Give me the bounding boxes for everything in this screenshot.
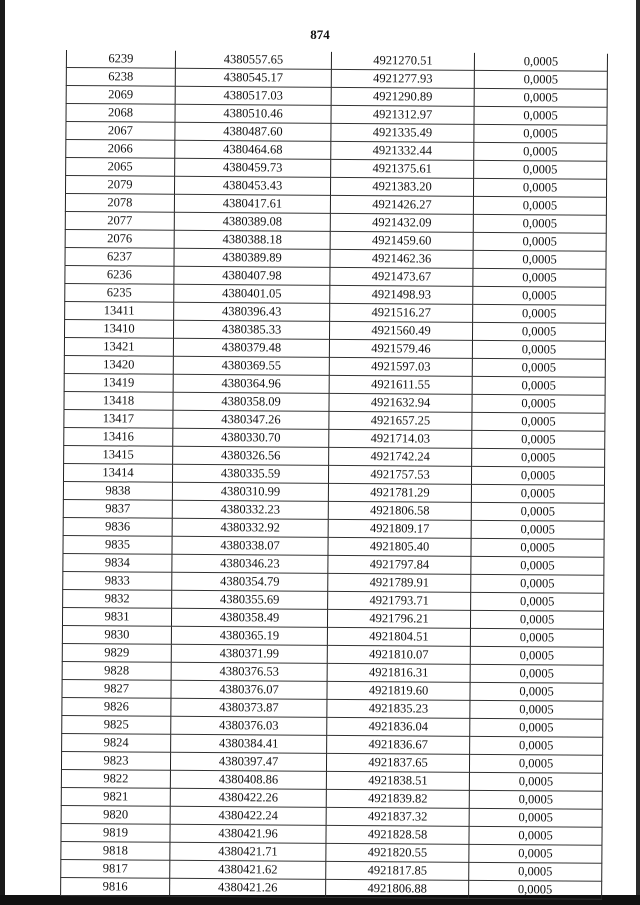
y-coordinate-cell: 4921837.65 [326, 753, 469, 772]
point-id-cell: 13411 [65, 301, 174, 320]
point-id-cell: 9822 [61, 769, 170, 788]
coordinates-table-container [60, 50, 608, 897]
x-coordinate-cell: 4380358.49 [171, 608, 327, 627]
y-coordinate-cell: 4921375.61 [331, 159, 474, 178]
tolerance-cell: 0,0005 [471, 592, 604, 611]
point-id-cell: 13419 [64, 373, 173, 392]
tolerance-cell: 0,0005 [471, 574, 604, 593]
tolerance-cell: 0,0005 [473, 304, 606, 323]
y-coordinate-cell: 4921810.07 [327, 645, 470, 664]
point-id-cell: 6237 [65, 247, 174, 266]
point-id-cell: 2066 [66, 140, 175, 159]
tolerance-cell: 0,0005 [470, 718, 603, 737]
x-coordinate-cell: 4380364.96 [173, 374, 329, 393]
tolerance-cell: 0,0005 [469, 862, 602, 881]
tolerance-cell: 0,0005 [474, 142, 607, 161]
point-id-cell: 9832 [63, 589, 172, 608]
y-coordinate-cell: 4921797.84 [328, 555, 471, 574]
y-coordinate-cell: 4921809.17 [328, 519, 471, 538]
point-id-cell: 13420 [64, 355, 173, 374]
tolerance-cell: 0,0005 [473, 178, 606, 197]
tolerance-cell: 0,0005 [473, 286, 606, 305]
point-id-cell: 6236 [65, 265, 174, 284]
y-coordinate-cell: 4921837.32 [326, 807, 469, 826]
point-id-cell: 9835 [63, 535, 172, 554]
point-id-cell: 9834 [63, 553, 172, 572]
tolerance-cell: 0,0005 [470, 682, 603, 701]
x-coordinate-cell: 4380379.48 [173, 338, 329, 357]
table-row [61, 877, 602, 899]
coordinates-table [60, 50, 608, 900]
tolerance-cell: 0,0005 [470, 736, 603, 755]
point-id-cell: 6235 [65, 283, 174, 302]
y-coordinate-cell: 4921597.03 [329, 357, 472, 376]
point-id-cell: 9821 [61, 787, 170, 806]
x-coordinate-cell: 4380373.87 [171, 698, 327, 717]
tolerance-cell: 0,0005 [469, 844, 602, 863]
tolerance-cell: 0,0005 [469, 790, 602, 809]
point-id-cell: 9818 [61, 841, 170, 860]
point-id-cell: 2065 [66, 158, 175, 177]
tolerance-cell: 0,0005 [474, 88, 607, 107]
x-coordinate-cell: 4380464.68 [175, 140, 331, 159]
x-coordinate-cell: 4380421.71 [170, 842, 326, 861]
x-coordinate-cell: 4380389.08 [174, 212, 330, 231]
tolerance-cell: 0,0005 [471, 538, 604, 557]
point-id-cell: 13418 [64, 391, 173, 410]
x-coordinate-cell: 4380421.96 [170, 824, 326, 843]
y-coordinate-cell: 4921806.58 [328, 501, 471, 520]
x-coordinate-cell: 4380453.43 [174, 176, 330, 195]
tolerance-cell: 0,0005 [470, 664, 603, 683]
point-id-cell: 2069 [66, 86, 175, 105]
x-coordinate-cell: 4380422.24 [170, 806, 326, 825]
y-coordinate-cell: 4921820.55 [326, 843, 469, 862]
x-coordinate-cell: 4380376.53 [171, 662, 327, 681]
tolerance-cell: 0,0005 [472, 376, 605, 395]
tolerance-cell: 0,0005 [473, 232, 606, 251]
x-coordinate-cell: 4380332.23 [172, 500, 328, 519]
x-coordinate-cell: 4380376.07 [171, 680, 327, 699]
y-coordinate-cell: 4921817.85 [326, 861, 469, 880]
y-coordinate-cell: 4921426.27 [330, 195, 473, 214]
y-coordinate-cell: 4921270.51 [331, 52, 474, 70]
y-coordinate-cell: 4921757.53 [328, 465, 471, 484]
x-coordinate-cell: 4380384.41 [171, 734, 327, 753]
point-id-cell: 2077 [65, 211, 174, 230]
tolerance-cell: 0,0005 [473, 196, 606, 215]
point-id-cell: 2068 [66, 104, 175, 123]
y-coordinate-cell: 4921383.20 [330, 177, 473, 196]
x-coordinate-cell: 4380332.92 [172, 518, 328, 537]
x-coordinate-cell: 4380326.56 [173, 446, 329, 465]
y-coordinate-cell: 4921816.31 [327, 663, 470, 682]
point-id-cell: 9831 [62, 607, 171, 626]
x-coordinate-cell: 4380365.19 [171, 626, 327, 645]
y-coordinate-cell: 4921560.49 [329, 321, 472, 340]
x-coordinate-cell: 4380417.61 [174, 194, 330, 213]
point-id-cell: 9817 [61, 859, 170, 878]
point-id-cell: 13417 [64, 409, 173, 428]
tolerance-cell: 0,0005 [474, 53, 607, 71]
y-coordinate-cell: 4921742.24 [329, 447, 472, 466]
tolerance-cell: 0,0005 [470, 646, 603, 665]
point-id-cell: 9830 [62, 625, 171, 644]
x-coordinate-cell: 4380421.26 [170, 878, 326, 897]
y-coordinate-cell: 4921632.94 [329, 393, 472, 412]
tolerance-cell: 0,0005 [473, 250, 606, 269]
point-id-cell: 9825 [62, 715, 171, 734]
x-coordinate-cell: 4380335.59 [172, 464, 328, 483]
y-coordinate-cell: 4921781.29 [328, 483, 471, 502]
y-coordinate-cell: 4921432.09 [330, 213, 473, 232]
point-id-cell: 13410 [64, 319, 173, 338]
y-coordinate-cell: 4921459.60 [330, 231, 473, 250]
point-id-cell: 9828 [62, 661, 171, 680]
y-coordinate-cell: 4921835.23 [327, 699, 470, 718]
tolerance-cell: 0,0005 [472, 430, 605, 449]
tolerance-cell: 0,0005 [473, 214, 606, 233]
x-coordinate-cell: 4380310.99 [172, 482, 328, 501]
x-coordinate-cell: 4380459.73 [175, 158, 331, 177]
x-coordinate-cell: 4380385.33 [173, 320, 329, 339]
x-coordinate-cell: 4380355.69 [172, 590, 328, 609]
x-coordinate-cell: 4380338.07 [172, 536, 328, 555]
x-coordinate-cell: 4380408.86 [170, 770, 326, 789]
point-id-cell: 9823 [61, 751, 170, 770]
tolerance-cell: 0,0005 [472, 412, 605, 431]
tolerance-cell: 0,0005 [471, 484, 604, 503]
tolerance-cell: 0,0005 [471, 502, 604, 521]
tolerance-cell: 0,0005 [474, 124, 607, 143]
x-coordinate-cell: 4380517.03 [175, 86, 331, 105]
point-id-cell: 6238 [66, 68, 175, 87]
point-id-cell: 9820 [61, 805, 170, 824]
x-coordinate-cell: 4380421.62 [170, 860, 326, 879]
y-coordinate-cell: 4921290.89 [331, 87, 474, 106]
y-coordinate-cell: 4921473.67 [330, 267, 473, 286]
tolerance-cell: 0,0005 [469, 808, 602, 827]
y-coordinate-cell: 4921836.04 [327, 717, 470, 736]
y-coordinate-cell: 4921805.40 [328, 537, 471, 556]
point-id-cell: 2067 [66, 122, 175, 141]
point-id-cell: 9833 [63, 571, 172, 590]
y-coordinate-cell: 4921335.49 [331, 123, 474, 142]
y-coordinate-cell: 4921819.60 [327, 681, 470, 700]
point-id-cell: 9816 [61, 877, 170, 896]
tolerance-cell: 0,0005 [472, 448, 605, 467]
point-id-cell: 13421 [64, 337, 173, 356]
scan-border-right [636, 0, 640, 905]
point-id-cell: 13414 [63, 463, 172, 482]
x-coordinate-cell: 4380347.26 [173, 410, 329, 429]
tolerance-cell: 0,0005 [470, 628, 603, 647]
point-id-cell: 9837 [63, 499, 172, 518]
y-coordinate-cell: 4921462.36 [330, 249, 473, 268]
y-coordinate-cell: 4921793.71 [328, 591, 471, 610]
tolerance-cell: 0,0005 [473, 268, 606, 287]
x-coordinate-cell: 4380401.05 [174, 284, 330, 303]
point-id-cell: 2078 [65, 194, 174, 213]
x-coordinate-cell: 4380346.23 [172, 554, 328, 573]
tolerance-cell: 0,0005 [471, 466, 604, 485]
x-coordinate-cell: 4380487.60 [175, 122, 331, 141]
point-id-cell: 9827 [62, 679, 171, 698]
tolerance-cell: 0,0005 [474, 160, 607, 179]
y-coordinate-cell: 4921516.27 [330, 303, 473, 322]
y-coordinate-cell: 4921804.51 [327, 627, 470, 646]
tolerance-cell: 0,0005 [474, 70, 607, 89]
point-id-cell: 9838 [63, 481, 172, 500]
x-coordinate-cell: 4380388.18 [174, 230, 330, 249]
x-coordinate-cell: 4380358.09 [173, 392, 329, 411]
x-coordinate-cell: 4380557.65 [175, 51, 331, 70]
x-coordinate-cell: 4380396.43 [174, 302, 330, 321]
y-coordinate-cell: 4921332.44 [331, 141, 474, 160]
page-number: 874 [310, 27, 330, 42]
point-id-cell: 9819 [61, 823, 170, 842]
point-id-cell: 13415 [64, 445, 173, 464]
point-id-cell: 9829 [62, 643, 171, 662]
y-coordinate-cell: 4921657.25 [329, 411, 472, 430]
point-id-cell: 13416 [64, 427, 173, 446]
y-coordinate-cell: 4921312.97 [331, 105, 474, 124]
x-coordinate-cell: 4380330.70 [173, 428, 329, 447]
y-coordinate-cell: 4921789.91 [328, 573, 471, 592]
x-coordinate-cell: 4380369.55 [173, 356, 329, 375]
y-coordinate-cell: 4921714.03 [329, 429, 472, 448]
tolerance-cell: 0,0005 [472, 340, 605, 359]
y-coordinate-cell: 4921611.55 [329, 375, 472, 394]
point-id-cell: 9826 [62, 697, 171, 716]
y-coordinate-cell: 4921796.21 [327, 609, 470, 628]
x-coordinate-cell: 4380354.79 [172, 572, 328, 591]
point-id-cell: 2079 [65, 176, 174, 195]
tolerance-cell: 0,0005 [469, 880, 602, 899]
y-coordinate-cell: 4921579.46 [329, 339, 472, 358]
tolerance-cell: 0,0005 [469, 754, 602, 773]
x-coordinate-cell: 4380407.98 [174, 266, 330, 285]
tolerance-cell: 0,0005 [472, 394, 605, 413]
tolerance-cell: 0,0005 [470, 610, 603, 629]
tolerance-cell: 0,0005 [471, 520, 604, 539]
tolerance-cell: 0,0005 [472, 358, 605, 377]
y-coordinate-cell: 4921806.88 [326, 879, 469, 898]
y-coordinate-cell: 4921839.82 [326, 789, 469, 808]
y-coordinate-cell: 4921277.93 [331, 69, 474, 88]
x-coordinate-cell: 4380397.47 [170, 752, 326, 771]
x-coordinate-cell: 4380510.46 [175, 104, 331, 123]
point-id-cell: 9836 [63, 517, 172, 536]
point-id-cell: 2076 [65, 229, 174, 248]
y-coordinate-cell: 4921838.51 [326, 771, 469, 790]
tolerance-cell: 0,0005 [474, 106, 607, 125]
x-coordinate-cell: 4380545.17 [175, 68, 331, 87]
tolerance-cell: 0,0005 [469, 772, 602, 791]
point-id-cell: 6239 [66, 50, 175, 68]
x-coordinate-cell: 4380422.26 [170, 788, 326, 807]
coordinates-table-body [61, 50, 608, 899]
x-coordinate-cell: 4380389.89 [174, 248, 330, 267]
x-coordinate-cell: 4380371.99 [171, 644, 327, 663]
tolerance-cell: 0,0005 [470, 700, 603, 719]
point-id-cell: 9824 [62, 733, 171, 752]
x-coordinate-cell: 4380376.03 [171, 716, 327, 735]
tolerance-cell: 0,0005 [469, 826, 602, 845]
tolerance-cell: 0,0005 [472, 322, 605, 341]
y-coordinate-cell: 4921498.93 [330, 285, 473, 304]
y-coordinate-cell: 4921828.58 [326, 825, 469, 844]
scan-border-left [0, 0, 5, 905]
y-coordinate-cell: 4921836.67 [327, 735, 470, 754]
tolerance-cell: 0,0005 [471, 556, 604, 575]
